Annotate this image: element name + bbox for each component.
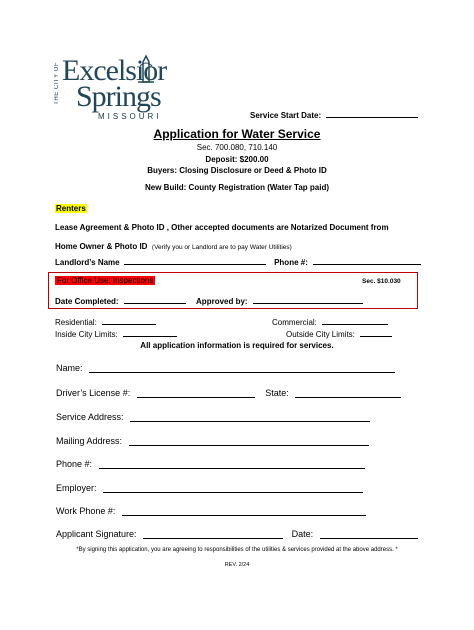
required-note: All application information is required for services. bbox=[140, 341, 334, 350]
service-start-label: Service Start Date: bbox=[250, 111, 322, 120]
renters-text: Lease Agreement & Photo ID , Other accepted documents are Notarized Document from bbox=[55, 223, 389, 232]
commercial-line[interactable] bbox=[322, 316, 388, 325]
logo-name-line2: Springs bbox=[76, 80, 161, 113]
logo-name-line1: Excelsior bbox=[62, 54, 167, 87]
service-address-line[interactable] bbox=[130, 412, 370, 422]
drivers-license-line[interactable] bbox=[137, 388, 255, 398]
new-build-text: New Build: County Registration (Water Tap paid) bbox=[145, 183, 329, 192]
office-sec: Sec. $10.030 bbox=[362, 278, 401, 285]
mailing-address-label: Mailing Address: bbox=[56, 436, 123, 446]
home-owner-row bbox=[55, 236, 292, 254]
date-completed-line[interactable] bbox=[124, 295, 186, 304]
home-owner-note: (Verify you or Landlord are to pay Water Utilities) bbox=[151, 244, 292, 251]
work-phone-line[interactable] bbox=[122, 506, 366, 516]
section-ref: Sec. 700.080, 710.140 bbox=[196, 143, 278, 152]
service-start-date-field[interactable] bbox=[250, 109, 418, 120]
landlord-field[interactable] bbox=[55, 256, 421, 267]
service-address-field[interactable] bbox=[56, 412, 370, 422]
work-phone-label: Work Phone #: bbox=[56, 506, 116, 516]
name-line[interactable] bbox=[89, 363, 395, 373]
state-label: State: bbox=[265, 388, 289, 398]
inside-city-line[interactable] bbox=[123, 328, 177, 337]
office-use-label: For Office Use: Inspections bbox=[57, 276, 154, 285]
renters-label: Renters bbox=[56, 204, 86, 213]
employer-field[interactable] bbox=[56, 483, 363, 493]
date-line[interactable] bbox=[320, 529, 418, 539]
landlord-phone-label: Phone #: bbox=[274, 258, 308, 267]
inside-city-field[interactable] bbox=[55, 328, 177, 339]
inside-city-label: Inside City Limits: bbox=[55, 330, 118, 339]
home-owner-text: Home Owner & Photo ID bbox=[55, 242, 148, 251]
date-label: Date: bbox=[291, 529, 314, 539]
signature-field[interactable] bbox=[56, 529, 418, 539]
phone-field[interactable] bbox=[56, 459, 365, 469]
logo-city-of: THE CITY OF bbox=[54, 62, 60, 105]
mailing-address-line[interactable] bbox=[129, 436, 369, 446]
residential-field[interactable] bbox=[55, 316, 156, 327]
commercial-label: Commercial: bbox=[272, 318, 317, 327]
phone-line[interactable] bbox=[99, 459, 365, 469]
outside-city-field[interactable] bbox=[286, 328, 392, 339]
service-address-label: Service Address: bbox=[56, 412, 124, 422]
approved-by-line[interactable] bbox=[253, 295, 363, 304]
city-logo bbox=[52, 54, 167, 130]
date-completed-field[interactable] bbox=[55, 295, 363, 306]
deposit-text: Deposit: $200.00 bbox=[205, 155, 269, 164]
commercial-field[interactable] bbox=[272, 316, 388, 327]
employer-label: Employer: bbox=[56, 483, 97, 493]
form-title: Application for Water Service bbox=[153, 127, 321, 141]
residential-line[interactable] bbox=[102, 316, 156, 325]
mailing-address-field[interactable] bbox=[56, 436, 369, 446]
revision-text: REV. 2/24 bbox=[224, 562, 250, 568]
employer-line[interactable] bbox=[103, 483, 363, 493]
landlord-label: Landlord’s Name bbox=[55, 258, 120, 267]
buyers-text: Buyers: Closing Disclosure or Deed & Photo ID bbox=[147, 166, 327, 175]
signature-line[interactable] bbox=[143, 529, 283, 539]
phone-label: Phone #: bbox=[56, 459, 93, 469]
drivers-license-label: Driver’s License #: bbox=[56, 388, 131, 398]
service-start-line[interactable] bbox=[326, 109, 418, 118]
agreement-note: *By signing this application, you are agreeing to responsibilities of the utilities & services provided at the above address. * bbox=[76, 547, 398, 553]
residential-label: Residential: bbox=[55, 318, 97, 327]
landlord-phone-line[interactable] bbox=[313, 256, 421, 265]
approved-by-label: Approved by: bbox=[196, 297, 248, 306]
name-field[interactable] bbox=[56, 363, 395, 373]
state-line[interactable] bbox=[295, 388, 401, 398]
outside-city-line[interactable] bbox=[360, 328, 392, 337]
logo-state: MISSOURI bbox=[98, 112, 162, 121]
work-phone-field[interactable] bbox=[56, 506, 366, 516]
landlord-line[interactable] bbox=[124, 256, 266, 265]
outside-city-label: Outside City Limits: bbox=[286, 330, 355, 339]
signature-label: Applicant Signature: bbox=[56, 529, 137, 539]
date-completed-label: Date Completed: bbox=[55, 297, 119, 306]
name-label: Name: bbox=[56, 363, 83, 373]
drivers-license-field[interactable] bbox=[56, 388, 401, 398]
